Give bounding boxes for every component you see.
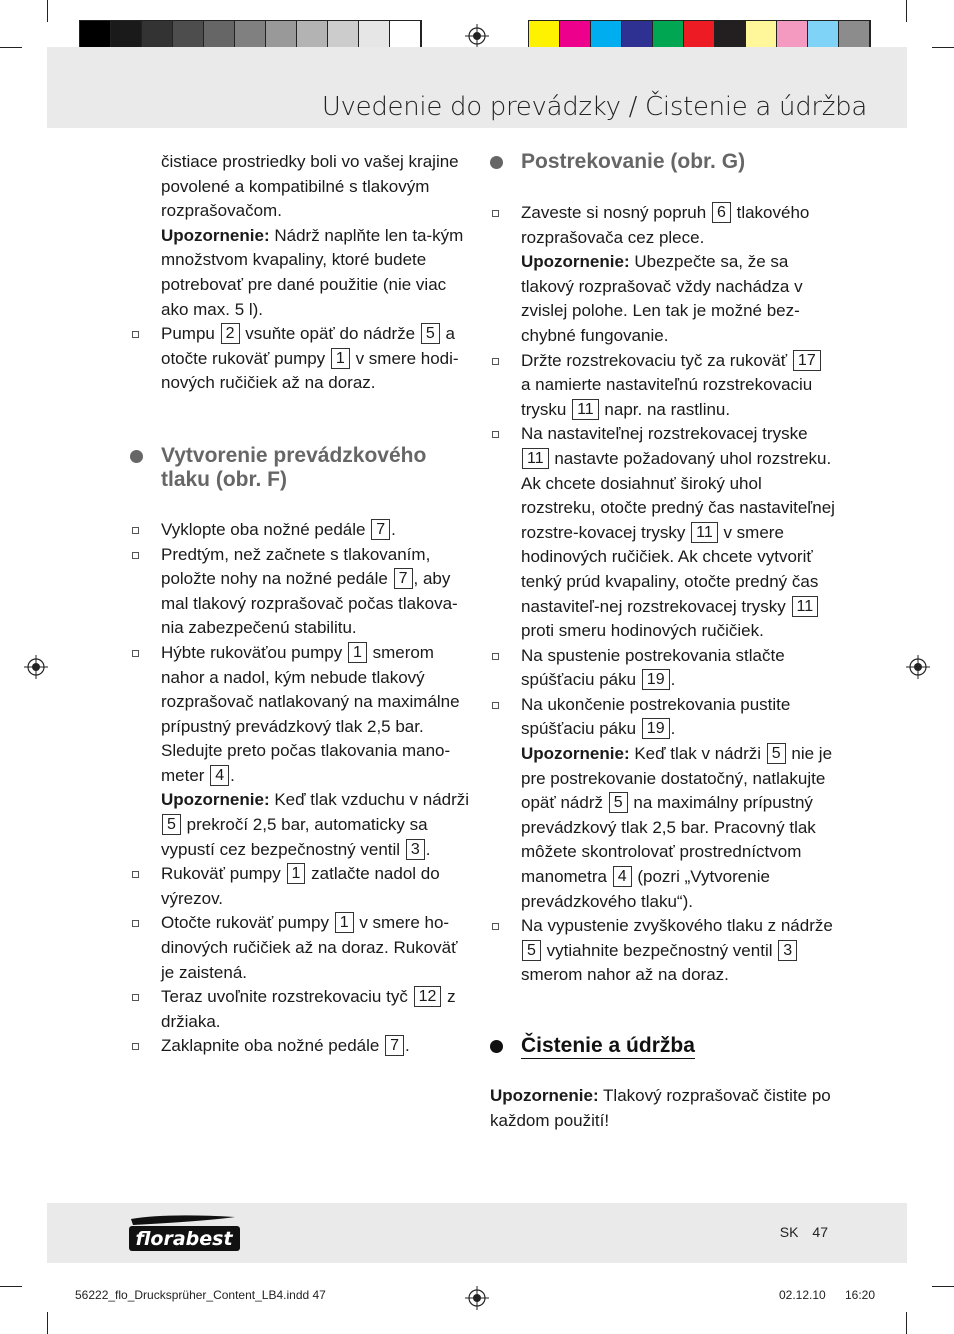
part-number: 11 <box>691 522 718 543</box>
checkbox-bullet-icon <box>132 1043 139 1050</box>
checkbox-bullet-icon <box>492 431 499 438</box>
item-text: napr. na rastlinu. <box>604 399 731 419</box>
list-item <box>490 693 835 914</box>
part-number: 5 <box>522 940 541 961</box>
part-number: 3 <box>406 839 425 860</box>
part-number: 19 <box>642 718 670 739</box>
part-number: 4 <box>613 866 632 887</box>
registration-mark-icon <box>906 655 930 679</box>
item-text: tlakového rozprašovača cez plece. <box>521 203 810 247</box>
list-item <box>130 641 470 862</box>
item-text: Na vypustenie zvyškového tlaku z nádrže <box>521 916 833 936</box>
item-text: Hýbte rukoväťou pumpy <box>161 642 343 662</box>
checkbox-bullet-icon <box>132 527 139 534</box>
heading-text: Vytvorenie prevádzkového tlaku (obr. F) <box>161 443 427 491</box>
part-number: 6 <box>712 202 731 223</box>
section-heading-cleaning <box>490 1034 835 1058</box>
item-text: . <box>230 765 235 785</box>
item-text: Zaveste si nosný popruh <box>521 203 707 222</box>
note-text: Keď tlak v nádrži <box>634 744 762 764</box>
part-number: 3 <box>778 940 797 961</box>
checkbox-bullet-icon <box>132 552 139 559</box>
part-number: 17 <box>793 350 821 371</box>
registration-mark-icon <box>24 655 48 679</box>
bullet-dot-icon <box>490 156 503 169</box>
checkbox-bullet-icon <box>132 994 139 1001</box>
language-code: SK <box>779 1224 799 1240</box>
item-text: vytiahnite bezpečnostný ventil <box>546 940 773 960</box>
part-number: 12 <box>414 986 442 1007</box>
part-number: 5 <box>609 792 628 813</box>
item-text: Na spustenie postrekovania stlačte spúšťaciu páku <box>521 645 785 690</box>
item-text: . <box>404 1036 410 1056</box>
part-number: 11 <box>522 448 549 469</box>
list-item <box>130 1034 470 1059</box>
checkbox-bullet-icon <box>492 358 499 365</box>
list-item <box>490 349 835 423</box>
crop-mark <box>0 1286 22 1287</box>
crop-mark <box>47 1312 48 1334</box>
page-info <box>768 1224 828 1240</box>
checkbox-bullet-icon <box>492 702 499 709</box>
item-text: . <box>670 670 676 690</box>
crop-mark <box>47 0 48 22</box>
item-text: . <box>391 519 396 539</box>
part-number: 7 <box>385 1035 404 1056</box>
part-number: 7 <box>371 519 390 540</box>
checkbox-bullet-icon <box>132 920 139 927</box>
item-text: Teraz uvoľnite rozstrekovaciu tyč <box>161 987 408 1007</box>
checkbox-bullet-icon <box>492 210 499 217</box>
list-item <box>130 543 470 641</box>
item-text: zatlačte nadol do výrezov. <box>161 864 440 908</box>
registration-mark-icon <box>465 1286 489 1310</box>
part-number: 1 <box>287 863 306 884</box>
part-number: 4 <box>210 765 229 786</box>
item-text: v smere hodi-nových ručičiek až na doraz. <box>161 348 459 393</box>
item-text: a otočte rukoväť pumpy <box>161 324 455 368</box>
registration-mark-icon <box>465 24 489 48</box>
item-text: smerom nahor a nadol, kým nebude tlakový rozprašovač natlakovaný na maximálne prípustný prevádzkový tlak 2,5 bar. Sledujte preto počas tlakovania mano-meter <box>161 642 460 785</box>
item-text: . <box>670 719 676 739</box>
bullet-dot-icon <box>130 450 143 463</box>
file-slug: 56222_flo_Drucksprüher_Content_LB4.indd 47 <box>75 1288 326 1302</box>
note-paragraph <box>130 224 470 322</box>
item-text: Predtým, než začnete s tlakovaním, položte nohy na nožné pedále <box>161 544 431 589</box>
item-text: v smere ho-dinových ručičiek až na doraz. Rukoväť je zaistená. <box>161 913 458 982</box>
list-item <box>490 422 835 643</box>
item-text: Na nastaviteľnej rozstrekovacej tryske <box>521 424 808 444</box>
part-number: 7 <box>394 568 413 589</box>
item-text: Otočte rukoväť pumpy <box>161 913 329 933</box>
item-text: Držte rozstrekovaciu tyč za rukoväť <box>521 350 788 370</box>
part-number: 5 <box>767 743 786 764</box>
part-number: 11 <box>792 596 819 617</box>
part-number: 5 <box>162 814 181 835</box>
crop-mark <box>906 0 907 22</box>
checkbox-bullet-icon <box>132 871 139 878</box>
item-text: Zaklapnite oba nožné pedále <box>161 1036 380 1056</box>
part-number: 5 <box>421 323 440 344</box>
svg-text:florabest: florabest <box>135 1228 233 1250</box>
item-text: vsuňte opäť do nádrže <box>245 324 416 344</box>
list-item <box>130 985 470 1034</box>
checkbox-bullet-icon <box>492 653 499 660</box>
note-text: . <box>425 839 431 859</box>
item-text: Vyklopte oba nožné pedále <box>161 519 366 539</box>
note-text: Keď tlak vzduchu v nádrži <box>274 790 470 810</box>
bullet-dot-icon <box>490 1040 503 1053</box>
list-item <box>130 322 470 396</box>
note-text: na maximálny prípustný prevádzkový tlak 2,5 bar. Pracovný tlak môžete skontrolovať prostredníctvom manometra <box>521 793 816 887</box>
crop-mark <box>0 47 22 48</box>
item-text: smerom nahor až na doraz. <box>521 965 729 985</box>
list-item <box>490 201 835 349</box>
part-number: 19 <box>642 669 670 690</box>
heading-text: Postrekovanie (obr. G) <box>521 150 746 173</box>
checkbox-bullet-icon <box>492 923 499 930</box>
cleaning-note <box>490 1084 835 1133</box>
item-text: proti smeru hodinových ručičiek. <box>521 621 764 641</box>
right-column <box>490 150 835 1133</box>
crop-mark <box>906 1312 907 1334</box>
note-text: nie je pre postrekovanie dostatočný, natlakujte opäť nádrž <box>521 744 833 813</box>
left-column <box>130 150 470 1059</box>
crop-mark <box>932 47 954 48</box>
item-text: Pumpu <box>161 324 215 344</box>
note-text: (pozri „Vytvorenie prevádzkového tlaku“). <box>521 867 770 911</box>
section-heading-f <box>130 444 470 492</box>
page-number: 47 <box>812 1224 828 1240</box>
note-label: Upozornenie: <box>161 790 270 810</box>
part-number: 2 <box>221 323 240 344</box>
note-label: Upozornenie: <box>490 1086 599 1105</box>
note-label: Upozornenie: <box>521 252 630 272</box>
note-label: Upozornenie: <box>161 225 270 245</box>
crop-mark <box>932 1286 954 1287</box>
note-text: prekročí 2,5 bar, automaticky sa vypustí cez bezpečnostný ventil <box>161 815 428 859</box>
note-label: Upozornenie: <box>521 744 630 764</box>
item-text: v smere hodinových ručičiek. Ak chcete vytvoriť tenký prúd kvapaliny, otočte predný čas nastaviteľ-nej rozstrekovacej trysky <box>521 522 819 616</box>
item-text: , aby mal tlakový rozprašovač počas tlakova-nia zabezpečenú stabilitu. <box>161 569 458 638</box>
item-text: a namierte nastaviteľnú rozstrekovaciu trysku <box>521 375 813 419</box>
note-text: Nádrž naplňte len ta-kým množstvom kvapaliny, ktoré budete potrebovať pre dané použitie (nie viac ako max. 5 l). <box>161 225 464 319</box>
part-number: 1 <box>335 912 354 933</box>
list-item <box>130 911 470 985</box>
list-item <box>490 644 835 693</box>
item-text: Rukoväť pumpy <box>161 864 281 884</box>
list-item <box>130 518 470 543</box>
part-number: 11 <box>572 399 599 420</box>
item-text: nastavte požadovaný uhol rozstreku. Ak chcete dosiahnuť široký uhol rozstreku, otočte predný čas nastaviteľnej rozstre-kovacej trysky <box>521 448 835 542</box>
list-item <box>490 914 835 988</box>
note-text: Ubezpečte sa, že sa tlakový rozprašovač vždy nachádza v zvislej polohe. Len tak je možné bez-chybné fungovanie. <box>521 252 803 345</box>
slug-date: 02.12.10 <box>779 1288 826 1302</box>
item-text: Na ukončenie postrekovania pustite spúšťaciu páku <box>521 694 791 739</box>
checkbox-bullet-icon <box>132 331 139 338</box>
list-item <box>130 862 470 911</box>
section-heading-g <box>490 150 835 174</box>
checkbox-bullet-icon <box>132 650 139 657</box>
item-text: z držiaka. <box>161 987 456 1031</box>
part-number: 1 <box>348 642 367 663</box>
heading-text: Čistenie a údržba <box>521 1034 695 1057</box>
part-number: 1 <box>331 348 350 369</box>
intro-text: čistiace prostriedky boli vo vašej krajine povolené a kompatibilné s tlakovým rozprašovačom. <box>161 152 459 221</box>
page-title: Uvedenie do prevádzky / Čistenie a údržba <box>321 92 867 122</box>
note-text: Tlakový rozprašovač čistite po každom použití! <box>490 1086 831 1130</box>
slug-time: 16:20 <box>845 1288 876 1302</box>
florabest-logo <box>127 1211 242 1253</box>
